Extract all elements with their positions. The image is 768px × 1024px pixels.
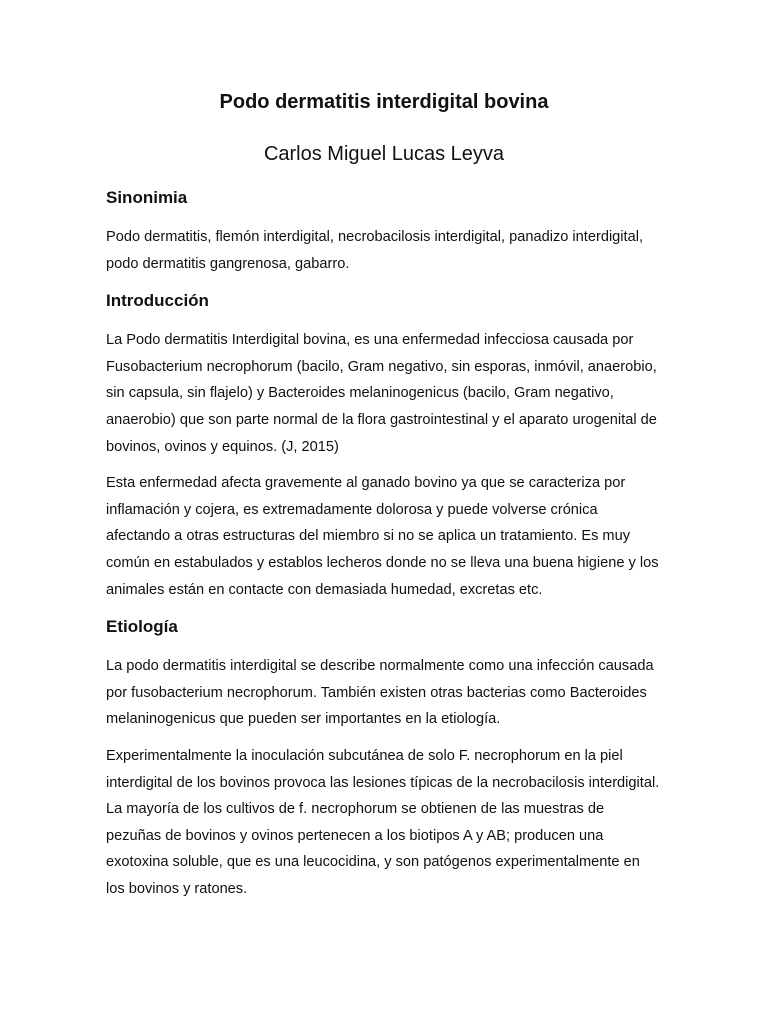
paragraph-etiologia-2: Experimentalmente la inoculación subcutánea de solo F. necrophorum en la piel interdigital de los bovinos provoca las lesiones típicas de la necrobacilosis interdigital. La mayoría de los cultivos de f. necrophorum se obtienen de las muestras de pezuñas de bovinos y ovinos pertenecen a los biotipos A y AB; producen una exotoxina soluble, que es una leucocidina, y son patógenos experimentalmente en los bovinos y ratones. [106, 747, 660, 897]
document-title: Podo dermatitis interdigital bovina [219, 91, 549, 113]
section-heading-introduccion: Introducción [106, 291, 209, 311]
paragraph-introduccion-1: La Podo dermatitis Interdigital bovina, es una enfermedad infecciosa causada por Fusobacterium necrophorum (bacilo, Gram negativo, sin esporas, inmóvil, anaerobio, sin capsula, sin flajelo) y Bacteroides melaninogenicus (bacilo, Gram negativo, anaerobio) que son parte normal de la flora gastrointestinal y el aparato urogenital de bovinos, ovinos y equinos. (J, 2015) [106, 332, 657, 455]
section-heading-sinonimia: Sinonimia [106, 188, 188, 207]
paragraph-etiologia-1: La podo dermatitis interdigital se describe normalmente como una infección causada por fusobacterium necrophorum. También existen otras bacterias como Bacteroides melaninogenicus que pueden ser importantes en la etiología. [106, 658, 654, 728]
paragraph-introduccion-2: Esta enfermedad afecta gravemente al ganado bovino ya que se caracteriza por inflamación y cojera, es extremadamente dolorosa y puede volverse crónica afectando a otras estructuras del miembro si no se aplica un tratamiento. Es muy común en estabulados y establos lecheros donde no se lleva una buena higiene y los animales están en contacte con demasiada humedad, excretas etc. [106, 475, 659, 598]
paragraph-sinonimia: Podo dermatitis, flemón interdigital, necrobacilosis interdigital, panadizo interdigital, podo dermatitis gangrenosa, gabarro. [106, 229, 644, 272]
document-author: Carlos Miguel Lucas Leyva [263, 143, 505, 165]
section-heading-etiologia: Etiología [106, 617, 178, 637]
